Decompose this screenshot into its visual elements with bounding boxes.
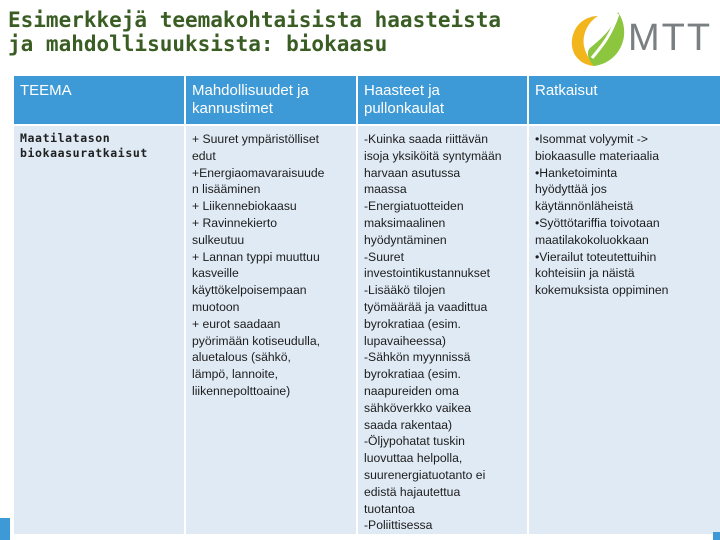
cell-text-line: liikennepolttoaine) [192,383,291,398]
cell-text-line: -Öljypohatat tuskin [364,434,465,449]
slide-title [8,8,568,56]
cell-text-line: saada rakentaa) [364,417,453,432]
cell-text-line: naapureiden oma [364,383,459,398]
cell-text-line: byrokratiaa (esim. [364,367,461,382]
cell-text-line: työmäärää ja vaadittua [364,299,488,314]
cell-text-line: pyörimään kotiseudulla, [192,333,321,348]
cell-text-line: -Poliittisessa [364,518,433,533]
cell-challenges [357,125,528,534]
cell-text-line: kokemuksista oppiminen [535,283,669,298]
cell-text-line: tuotantoa [364,501,415,516]
cell-text-line: käytännönläheistä [535,199,634,214]
cell-text-line: •Vierailut toteutettuihin [535,249,657,264]
cell-text-line: + Suuret ympäristölliset [192,132,320,146]
cell-text-line: byrokratiaa (esim. [364,316,461,331]
cell-text-line: + eurot saadaan [192,316,281,331]
cell-text-line: •Isommat volyymit -> [535,132,648,146]
cell-text-line: -Energiatuotteiden [364,199,464,214]
header-theme: TEEMA [14,76,185,125]
cell-text-line: +Energiaomavaraisuude [192,165,325,180]
cell-text-line: + Ravinnekierto [192,215,278,230]
cell-text-line: biokaasulle materiaalia [535,148,659,163]
footer-stripe-left [0,518,10,540]
table-header-row [14,76,720,125]
cell-text-line: + Liikennebiokaasu [192,199,297,214]
cell-text-line: edut [192,148,216,163]
cell-text-line: -Sähkön myynnissä [364,350,471,365]
cell-text-line: sähköverkko vaikea [364,400,472,415]
cell-theme: Maatilatason biokaasuratkaisut [14,125,185,534]
cell-text-line: investointikustannukset [364,266,491,281]
cell-text-line: aluetalous (sähkö, [192,350,291,365]
header-opportunities: Mahdollisuudet ja kannustimet [185,76,357,125]
cell-text-line: hyödyttää jos [535,182,607,197]
cell-text-line: maatilakokoluokkaan [535,232,649,247]
cell-text-line: harvaan asutussa [364,165,461,180]
cell-text-line: suurenergiatuotanto ei [364,467,486,482]
theme-table [14,76,720,540]
header-solutions: Ratkaisut [528,76,720,125]
title-line-2: ja mahdollisuuksista: biokaasu [8,32,388,56]
cell-text-line: luovuttaa helpolla, [364,451,463,466]
cell-text-line: -Lisääkö tilojen [364,283,446,298]
logo-wordmark: MTT [628,17,713,59]
cell-text-line: kohteisiin ja näistä [535,266,635,281]
cell-text-line: muotoon [192,299,240,314]
cell-text-line: maassa [364,182,407,197]
cell-text-line: maksimaalinen [364,215,446,230]
cell-text-line: lupavaiheessa) [364,333,446,348]
footer-mark-right [713,532,720,540]
cell-text-line: -Suuret [364,249,404,264]
cell-text-line: edistä hajautettua [364,484,461,499]
leaf-logo-icon [566,8,628,70]
cell-text-line: •Hanketoiminta [535,165,618,180]
cell-text-line: kasveille [192,266,239,281]
cell-solutions [528,125,720,534]
cell-text-line: sulkeutuu [192,232,245,247]
cell-text-line: •Syöttötariffia toivotaan [535,215,660,230]
cell-text-line: + Lannan typpi muuttuu [192,249,320,264]
header-challenges: Haasteet ja pullonkaulat [357,76,528,125]
cell-text-line: hyödyntäminen [364,232,447,247]
cell-opportunities [185,125,357,534]
cell-text-line: n lisääminen [192,182,261,197]
table-row [14,125,720,534]
cell-text-line: lämpö, lannoite, [192,367,279,382]
cell-text-line: käyttökelpoisempaan [192,283,307,298]
title-line-1: Esimerkkejä teemakohtaisista haasteista [8,8,502,32]
cell-text-line: -Kuinka saada riittävän [364,132,488,146]
cell-text-line: isoja yksiköitä syntymään [364,148,502,163]
